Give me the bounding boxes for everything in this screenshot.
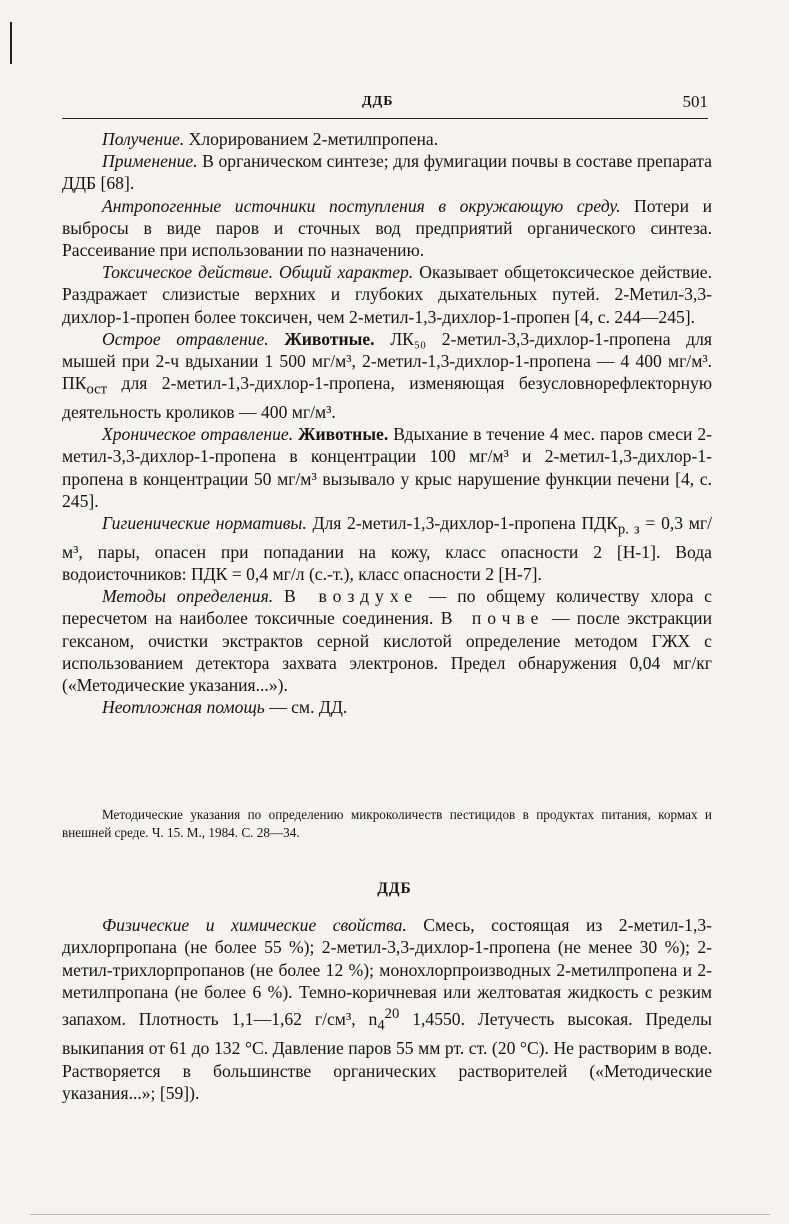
bibliography-entry: Методические указания по определению микроколичеств пестицидов в продуктах питания, кормах и внешней среде. Ч. 15. М., 1984. С. 28—34. (62, 807, 712, 840)
article-paragraph-label: Антропогенные источники поступления в окружающую среду. (102, 195, 621, 216)
article-paragraph (62, 195, 712, 262)
article-paragraph-label: Получение. (102, 129, 185, 149)
article-paragraph-label: Неотложная помощь (102, 697, 265, 718)
article-paragraph (62, 328, 712, 423)
article-paragraph (62, 585, 712, 696)
article-paragraph-label: Токсическое действие. Общий характер. (102, 262, 414, 283)
article-paragraph-subject: Животные. (284, 328, 375, 349)
article-paragraph-text: — см. ДД. (264, 697, 348, 718)
article-paragraph-label: Методы определения. (102, 586, 274, 607)
article-paragraph-text: Оказывает общетоксическое действие. Раздражает слизистые верхних и глубоких дыхательных путей. 2-Метил-3,3-дихлор-1-пропен более токсичен, чем 2-метил-1,3-дихлор-1-пропен [4, с. 244—245]. (62, 262, 712, 327)
article-paragraph-text: ЛК₅₀ 2-метил-3,3-дихлор-1-пропена для мышей при 2-ч вдыхании 1 500 мг/м³, 2-метил-1,3-дихлор-1-пропена — 4 400 мг/м³. $ПК_{ост}$ для 2-метил-1,3-дихлор-1-пропена, изменяющая безусловнорефлекторную деятельность кроликов — 400 мг/м³. (62, 328, 712, 422)
section-paragraph (62, 914, 712, 1105)
running-title: ДДБ (362, 94, 394, 109)
article-paragraph-label: Острое отравление. (102, 328, 269, 349)
article-paragraph-text: Потери и выбросы в виде паров и сточных вод предприятий органического синтеза. Рассеивание при использовании по назначению. (62, 195, 712, 261)
section-title: ДДБ (377, 880, 412, 897)
article-paragraph (62, 150, 712, 194)
bibliography (62, 806, 712, 841)
article-paragraph (62, 512, 712, 585)
article-paragraph-text: Для 2-метил-1,3-дихлор-1-пропена $ПДК_{р. з} = 0,3$ мг/м³, пары, опасен при попадании на кожу, класс опасности 2 [Н-1]. Вода водоисточников: ПДК = 0,4 мг/л (с.-т.), класс опасности 2 [Н-7]. (62, 512, 713, 584)
article-paragraph-text: В воздухе — по общему количеству хлора с пересчетом на наиболее токсичные соединения. В почве — после экстракции гексаном, очистки экстрактов серной кислотой определение методом ГЖХ с использованием детектора захвата электронов. Предел обнаружения 0,04 мг/кг («Методические указания...»). (62, 586, 712, 695)
article-paragraph-text: Хлорированием 2-метилпропена. (184, 129, 439, 149)
article-paragraph-label: Гигиенические нормативы. (102, 512, 307, 533)
section-body (62, 914, 712, 1105)
article-paragraph (62, 423, 712, 512)
page-edge-line (30, 1214, 770, 1215)
article-paragraph (62, 128, 712, 150)
section-paragraph-label: Физические и химические свойства. (102, 915, 407, 935)
article-paragraph-label: Применение. (102, 151, 198, 172)
section-paragraph-text: Смесь, состоящая из 2-метил-1,3-дихлорпропана (не более 55 %); 2-метил-3,3-дихлор-1-пропена (не менее 30 %); 2-метил-трихлорпропанов (не более 12 %); монохлорпроизводных 2-метилпропена и 2-метилпропана (не более 6 %). Темно-коричневая или желтоватая жидкость с резким запахом. Плотность 1,1—1,62 г/см³, $n_4^{20}$ 1,4550. Летучесть высокая. Пределы выкипания от 61 до 132 °С. Давление паров 55 мм рт. ст. (20 °С). Не растворим в воде. Растворяется в большинстве органических растворителей («Методические указания...»; [59]). (62, 915, 713, 1104)
scan-margin-mark (10, 22, 12, 64)
article-paragraph (62, 261, 712, 328)
article-body (62, 128, 712, 718)
page-header (62, 92, 708, 119)
article-paragraph-text: В органическом синтезе; для фумигации почвы в составе препарата ДДБ [68]. (62, 151, 712, 194)
article-paragraph-subject: Животные. (298, 424, 389, 445)
article-paragraph-label: Хроническое отравление. (102, 424, 294, 445)
page-number: 501 (682, 92, 708, 111)
article-paragraph-text: Вдыхание в течение 4 мес. паров смеси 2-метил-3,3-дихлор-1-пропена в концентрации 100 мг/м³ и 2-метил-1,3-дихлор-1-пропена в концентрации 50 мг/м³ вызывало у крыс нарушение функции печени [4, с. 245]. (62, 424, 713, 511)
article-paragraph (62, 696, 712, 718)
